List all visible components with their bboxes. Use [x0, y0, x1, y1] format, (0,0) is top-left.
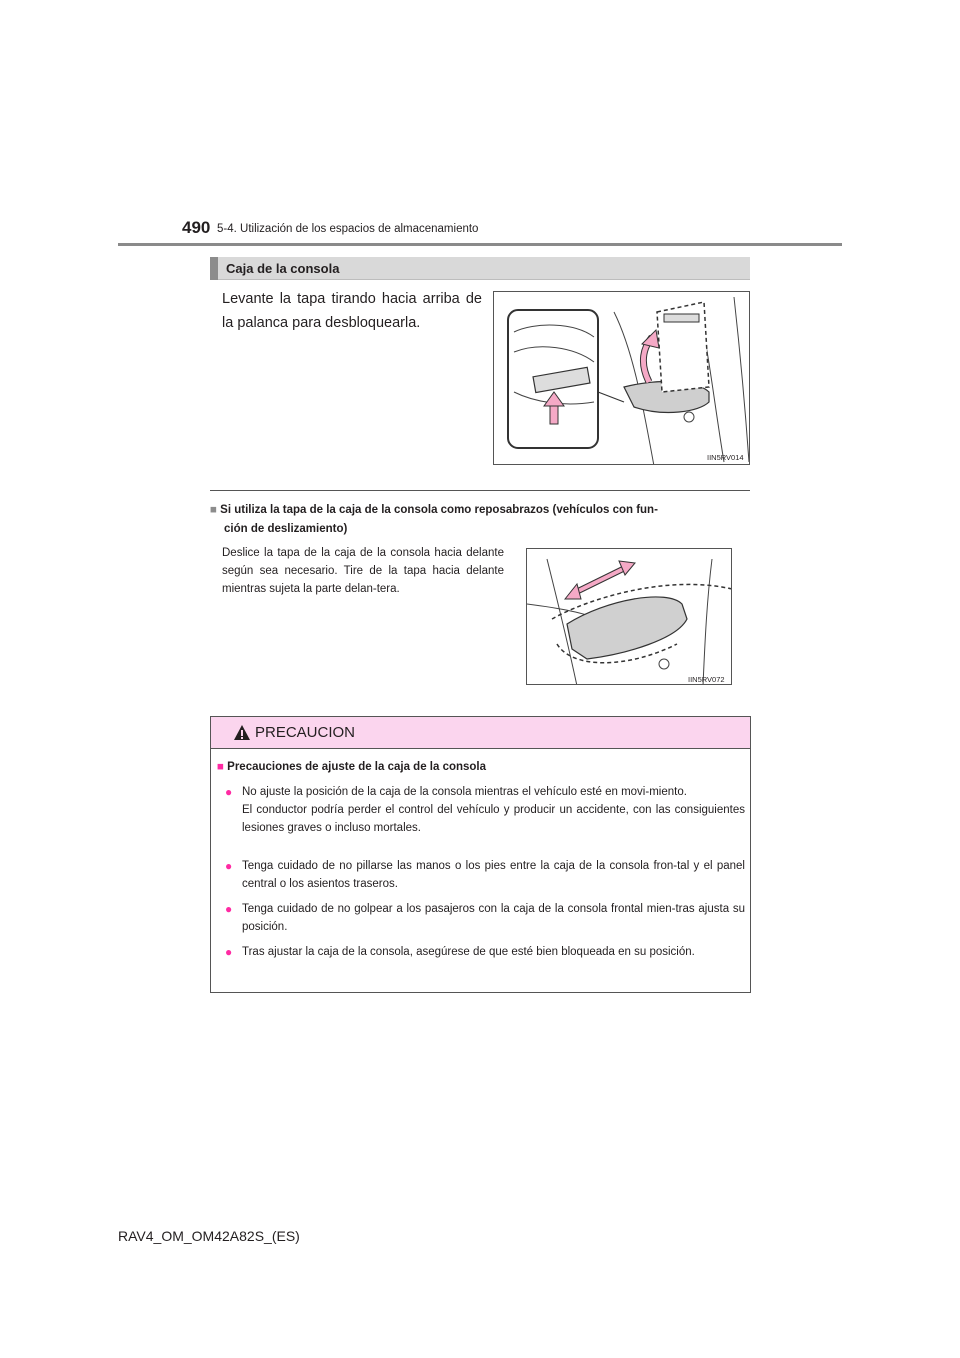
caution-item-text: Tenga cuidado de no golpear a los pasajeros con la caja de la consola frontal mien-tras ajusta su posición.	[242, 903, 745, 933]
bullet-dot-icon: ●	[225, 945, 233, 959]
caution-heading-text: Precauciones de ajuste de la caja de la consola	[227, 761, 487, 773]
page-number: 490	[182, 218, 211, 237]
caution-item-text: Tenga cuidado de no pillarse las manos o los pies entre la caja de la consola fron-tal y el panel central o los asientos traseros.	[242, 860, 745, 890]
slide-instructions: Deslice la tapa de la caja de la consola hacia delante según sea necesario. Tire de la tapa hacia delante mientras sujeta la parte delan-tera.	[222, 547, 504, 595]
intro-paragraph: Levante la tapa tirando hacia arriba de la palanca para desbloquearla.	[222, 291, 482, 331]
chapter-title: 5-4. Utilización de los espacios de almacenamiento	[217, 223, 479, 235]
caution-title: PRECAUCION	[255, 724, 356, 741]
caution-item-text: Tras ajustar la caja de la consola, asegúrese de que esté bien bloqueada en su posición.	[242, 946, 695, 958]
subsection-heading	[210, 501, 750, 539]
bullet-dot-icon: ●	[225, 785, 233, 799]
square-bullet-icon: ■	[217, 761, 224, 773]
section-header-bar	[210, 257, 218, 280]
bullet-dot-icon: ●	[225, 902, 233, 916]
figure-code: IIN5RV014	[707, 453, 744, 462]
document-code: RAV4_OM_OM42A82S_(ES)	[118, 1228, 300, 1244]
figure-code: IIN5RV072	[688, 675, 725, 684]
console-lid-illustration	[494, 292, 750, 465]
caution-item-text: No ajuste la posición de la caja de la consola mientras el vehículo esté en movi-miento.	[242, 786, 687, 798]
section-header	[210, 257, 750, 280]
header-divider	[118, 243, 842, 246]
subsection-heading-line1: Si utiliza la tapa de la caja de la consola como reposabrazos (vehículos con fun-	[220, 504, 658, 516]
subsection-divider	[210, 490, 750, 491]
section-title: Caja de la consola	[226, 261, 340, 276]
console-slide-illustration	[527, 549, 732, 685]
figure-console-lid-open	[493, 291, 750, 465]
caution-item	[225, 943, 745, 961]
figure-console-slide	[526, 548, 732, 685]
bullet-dot-icon: ●	[225, 859, 233, 873]
caution-item-text: El conductor podría perder el control del vehículo y producir un accidente, con las consiguientes lesiones graves o incluso mortales.	[242, 804, 745, 834]
caution-heading	[217, 761, 486, 773]
warning-triangle-icon	[233, 724, 251, 741]
caution-box	[210, 716, 751, 993]
caution-header	[211, 717, 750, 749]
caution-item	[225, 857, 745, 893]
square-bullet-icon: ■	[210, 504, 217, 516]
subsection-heading-line2: ción de deslizamiento)	[224, 523, 348, 535]
caution-item	[225, 900, 745, 936]
caution-item	[225, 783, 745, 837]
